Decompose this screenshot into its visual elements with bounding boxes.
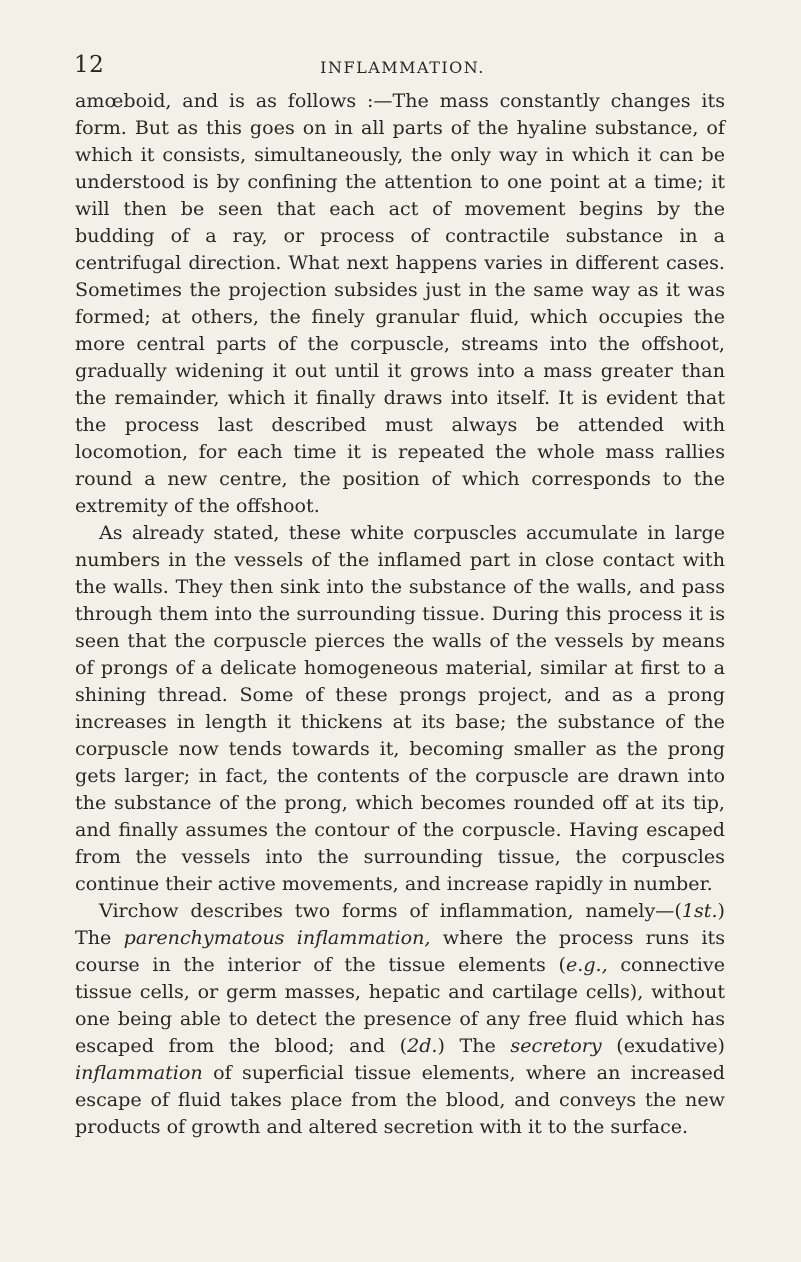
- p3-text: ) The: [75, 899, 725, 949]
- p3-text: (exudative): [601, 1034, 726, 1057]
- paragraph-2: As already stated, these white corpuscles accumulate in large numbers in the vessels of the inflamed part in close contact with the walls. They then sink into the substance of the walls, and pass through them into the surrounding tissue. During this process it is seen that the corpuscle pierces the walls of the vessels by means of prongs of a delicate homogeneous material, similar at first to a shining thread. Some of these prongs project, and as a prong increases in length it thickens at its base; the substance of the corpuscle now tends towards it, becoming smaller as the prong gets larger; in fact, the contents of the corpuscle are drawn into the substance of the prong, which becomes rounded off at its tip, and finally assumes the contour of the corpuscle. Having escaped from the vessels into the surrounding tissue, the corpuscles continue their active movements, and increase rapidly in number.: [75, 521, 725, 895]
- page-header: [74, 52, 731, 82]
- body-text: [75, 87, 725, 1140]
- p3-text: ) The: [437, 1034, 511, 1057]
- p3-text: of superficial tissue elements, where an increased escape of fluid takes place from the blood, and conveys the new products of growth and altered secretion with it to the surface.: [75, 1061, 725, 1138]
- p3-italic: 1st.: [681, 899, 718, 922]
- running-head: INFLAMMATION.: [320, 58, 485, 77]
- p3-italic: inflammation: [75, 1061, 203, 1084]
- p3-text: Virchow describes two forms of inflammation, namely—(: [99, 899, 682, 922]
- paragraph-3: [75, 897, 725, 1140]
- p3-italic: e.g.,: [565, 953, 608, 976]
- p3-italic: 2d.: [407, 1034, 438, 1057]
- page-number: 12: [74, 52, 105, 78]
- paragraph-1: amœboid, and is as follows :—The mass constantly changes its form. But as this goes on in all parts of the hyaline substance, of which it consists, simultaneously, the only way in which it can be understood is by confining the attention to one point at a time; it will then be seen that each act of movement begins by the budding of a ray, or process of contractile substance in a centrifugal direction. What next happens varies in different cases. Sometimes the projection subsides just in the same way as it was formed; at others, the finely granular fluid, which occupies the more central parts of the corpuscle, streams into the offshoot, gradually widening it out until it grows into a mass greater than the remainder, which it finally draws into itself. It is evident that the process last described must always be attended with locomotion, for each time it is repeated the whole mass rallies round a new centre, the position of which corresponds to the extremity of the offshoot.: [75, 89, 725, 517]
- p3-italic: secretory: [510, 1034, 602, 1057]
- p3-text: connective tissue cells, or germ masses, hepatic and cartilage cells), without one being able to detect the presence of any free fluid which has escaped from the blood; and (: [75, 953, 725, 1057]
- p3-italic: parenchymatous inflammation,: [123, 926, 431, 949]
- p3-text: where the process runs its course in the interior of the tissue elements (: [75, 926, 725, 976]
